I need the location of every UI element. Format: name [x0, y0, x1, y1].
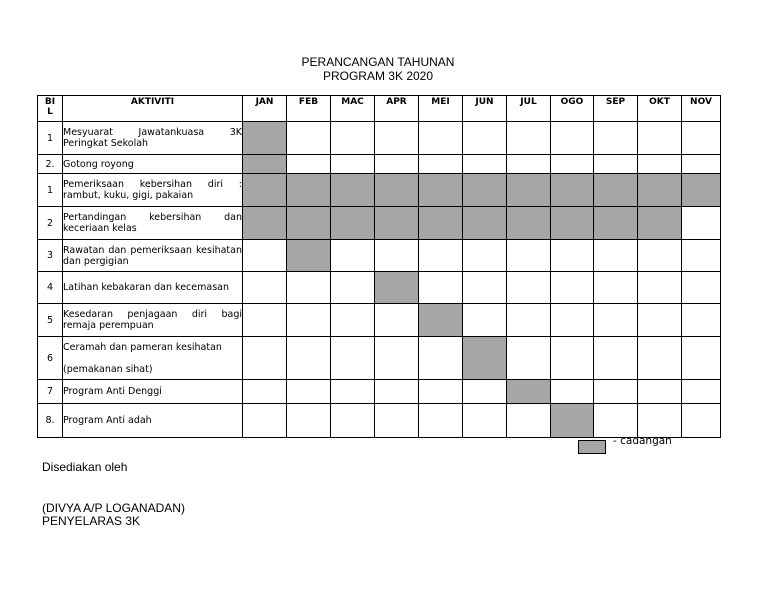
- month-cell: [375, 122, 419, 155]
- month-cell: [507, 337, 551, 380]
- month-cell-scheduled: [243, 155, 287, 174]
- header-month: JUL: [507, 96, 551, 122]
- month-cell: [287, 380, 331, 404]
- month-cell: [682, 155, 721, 174]
- signatory-name: (DIVYA A/P LOGANADAN): [42, 501, 185, 515]
- month-cell: [331, 155, 375, 174]
- month-cell-scheduled: [594, 174, 638, 207]
- table-row: [38, 155, 721, 174]
- row-number: 4: [38, 272, 63, 304]
- row-number: 5: [38, 304, 63, 337]
- activity-name: Rawatan dan pemeriksaan kesihatan dan pergigian: [63, 240, 243, 272]
- month-cell: [419, 380, 463, 404]
- activity-name: Kesedaran penjagaan diri bagi remaja perempuan: [63, 304, 243, 337]
- month-cell: [638, 240, 682, 272]
- month-cell: [682, 240, 721, 272]
- month-cell: [551, 155, 594, 174]
- month-cell-scheduled: [463, 337, 507, 380]
- month-cell: [638, 337, 682, 380]
- activity-name: Program Anti adah: [63, 404, 243, 438]
- month-cell-scheduled: [682, 174, 721, 207]
- month-cell: [463, 380, 507, 404]
- month-cell-scheduled: [419, 174, 463, 207]
- month-cell: [243, 304, 287, 337]
- month-cell-scheduled: [287, 207, 331, 240]
- header-bil: BI L: [38, 96, 63, 122]
- month-cell: [419, 155, 463, 174]
- month-cell: [682, 304, 721, 337]
- month-cell-scheduled: [243, 174, 287, 207]
- month-cell-scheduled: [375, 272, 419, 304]
- month-cell: [419, 404, 463, 438]
- row-number: 2: [38, 207, 63, 240]
- header-month: OKT: [638, 96, 682, 122]
- month-cell: [682, 207, 721, 240]
- activity-name: Latihan kebakaran dan kecemasan: [63, 272, 243, 304]
- month-cell: [682, 272, 721, 304]
- signatory-role: PENYELARAS 3K: [42, 514, 141, 528]
- header-month: NOV: [682, 96, 721, 122]
- month-cell: [638, 304, 682, 337]
- header-activity: AKTIVITI: [63, 96, 243, 122]
- month-cell-scheduled: [419, 207, 463, 240]
- month-cell: [507, 404, 551, 438]
- month-cell-scheduled: [551, 174, 594, 207]
- month-cell: [287, 404, 331, 438]
- month-cell: [331, 272, 375, 304]
- activity-name: Program Anti Denggi: [63, 380, 243, 404]
- month-cell-scheduled: [638, 174, 682, 207]
- month-cell: [594, 122, 638, 155]
- month-cell: [682, 122, 721, 155]
- month-cell: [594, 155, 638, 174]
- month-cell-scheduled: [419, 304, 463, 337]
- table-row: [38, 122, 721, 155]
- header-month: JAN: [243, 96, 287, 122]
- month-cell: [331, 337, 375, 380]
- header-month: MEI: [419, 96, 463, 122]
- month-cell-scheduled: [287, 174, 331, 207]
- table-row: [38, 207, 721, 240]
- month-cell: [507, 304, 551, 337]
- month-cell-scheduled: [507, 207, 551, 240]
- month-cell: [287, 155, 331, 174]
- month-cell: [594, 272, 638, 304]
- header-month: JUN: [463, 96, 507, 122]
- header-month: MAC: [331, 96, 375, 122]
- table-row: [38, 174, 721, 207]
- month-cell-scheduled: [243, 207, 287, 240]
- table-row: [38, 404, 721, 438]
- table-row: [38, 240, 721, 272]
- month-cell: [243, 272, 287, 304]
- annual-plan-table: [37, 95, 721, 438]
- month-cell-scheduled: [243, 122, 287, 155]
- month-cell: [638, 272, 682, 304]
- month-cell: [594, 240, 638, 272]
- month-cell: [638, 380, 682, 404]
- table-row: [38, 380, 721, 404]
- month-cell-scheduled: [463, 207, 507, 240]
- month-cell-scheduled: [551, 207, 594, 240]
- month-cell-scheduled: [375, 207, 419, 240]
- row-number: 1: [38, 122, 63, 155]
- month-cell: [551, 337, 594, 380]
- activity-name: Pemeriksaan kebersihan diri : rambut, kuku, gigi, pakaian: [63, 174, 243, 207]
- month-cell-scheduled: [463, 174, 507, 207]
- month-cell: [375, 304, 419, 337]
- month-cell: [507, 122, 551, 155]
- month-cell: [507, 272, 551, 304]
- legend-swatch: [578, 440, 606, 454]
- month-cell: [375, 155, 419, 174]
- document-subtitle: PROGRAM 3K 2020: [322, 69, 434, 83]
- month-cell: [463, 122, 507, 155]
- month-cell: [682, 404, 721, 438]
- month-cell: [594, 337, 638, 380]
- month-cell: [551, 380, 594, 404]
- month-cell: [638, 404, 682, 438]
- month-cell: [243, 404, 287, 438]
- header-month: FEB: [287, 96, 331, 122]
- table-header-row: [38, 96, 721, 122]
- row-number: 8.: [38, 404, 63, 438]
- row-number: 3: [38, 240, 63, 272]
- month-cell: [331, 304, 375, 337]
- month-cell: [419, 240, 463, 272]
- activity-name: Ceramah dan pameran kesihatan (pemakanan sihat): [63, 337, 243, 380]
- month-cell-scheduled: [594, 207, 638, 240]
- month-cell: [331, 380, 375, 404]
- month-cell: [287, 304, 331, 337]
- month-cell: [375, 380, 419, 404]
- month-cell: [551, 240, 594, 272]
- month-cell: [243, 337, 287, 380]
- month-cell: [638, 155, 682, 174]
- month-cell-scheduled: [331, 174, 375, 207]
- month-cell: [463, 404, 507, 438]
- month-cell: [638, 122, 682, 155]
- month-cell-scheduled: [375, 174, 419, 207]
- month-cell: [419, 337, 463, 380]
- month-cell: [375, 337, 419, 380]
- prepared-by-label: Disediakan oleh: [42, 460, 128, 474]
- month-cell: [463, 240, 507, 272]
- activity-name: Gotong royong: [63, 155, 243, 174]
- month-cell: [551, 304, 594, 337]
- month-cell: [682, 380, 721, 404]
- month-cell-scheduled: [507, 380, 551, 404]
- row-number: 7: [38, 380, 63, 404]
- month-cell: [507, 240, 551, 272]
- row-number: 1: [38, 174, 63, 207]
- month-cell: [463, 155, 507, 174]
- month-cell-scheduled: [551, 404, 594, 438]
- header-month: OGO: [551, 96, 594, 122]
- header-month: SEP: [594, 96, 638, 122]
- table-row: [38, 272, 721, 304]
- month-cell: [287, 122, 331, 155]
- month-cell: [331, 240, 375, 272]
- month-cell: [594, 304, 638, 337]
- month-cell: [331, 404, 375, 438]
- table-row: [38, 337, 721, 380]
- month-cell-scheduled: [331, 207, 375, 240]
- month-cell: [551, 122, 594, 155]
- month-cell: [594, 404, 638, 438]
- month-cell-scheduled: [287, 240, 331, 272]
- month-cell: [375, 240, 419, 272]
- month-cell: [551, 272, 594, 304]
- month-cell: [375, 404, 419, 438]
- month-cell: [243, 240, 287, 272]
- month-cell: [507, 155, 551, 174]
- month-cell: [594, 380, 638, 404]
- month-cell: [331, 122, 375, 155]
- month-cell: [463, 304, 507, 337]
- month-cell-scheduled: [507, 174, 551, 207]
- row-number: 6: [38, 337, 63, 380]
- month-cell-scheduled: [638, 207, 682, 240]
- row-number: 2.: [38, 155, 63, 174]
- month-cell: [419, 122, 463, 155]
- activity-name: Mesyuarat Jawatankuasa 3K Peringkat Sekolah: [63, 122, 243, 155]
- document-title: PERANCANGAN TAHUNAN: [301, 55, 455, 69]
- month-cell: [682, 337, 721, 380]
- legend-label: - cadangan: [613, 435, 672, 447]
- month-cell: [419, 272, 463, 304]
- activity-name: Pertandingan kebersihan dan keceriaan kelas: [63, 207, 243, 240]
- month-cell: [287, 337, 331, 380]
- month-cell: [287, 272, 331, 304]
- month-cell: [463, 272, 507, 304]
- header-month: APR: [375, 96, 419, 122]
- table-row: [38, 304, 721, 337]
- month-cell: [243, 380, 287, 404]
